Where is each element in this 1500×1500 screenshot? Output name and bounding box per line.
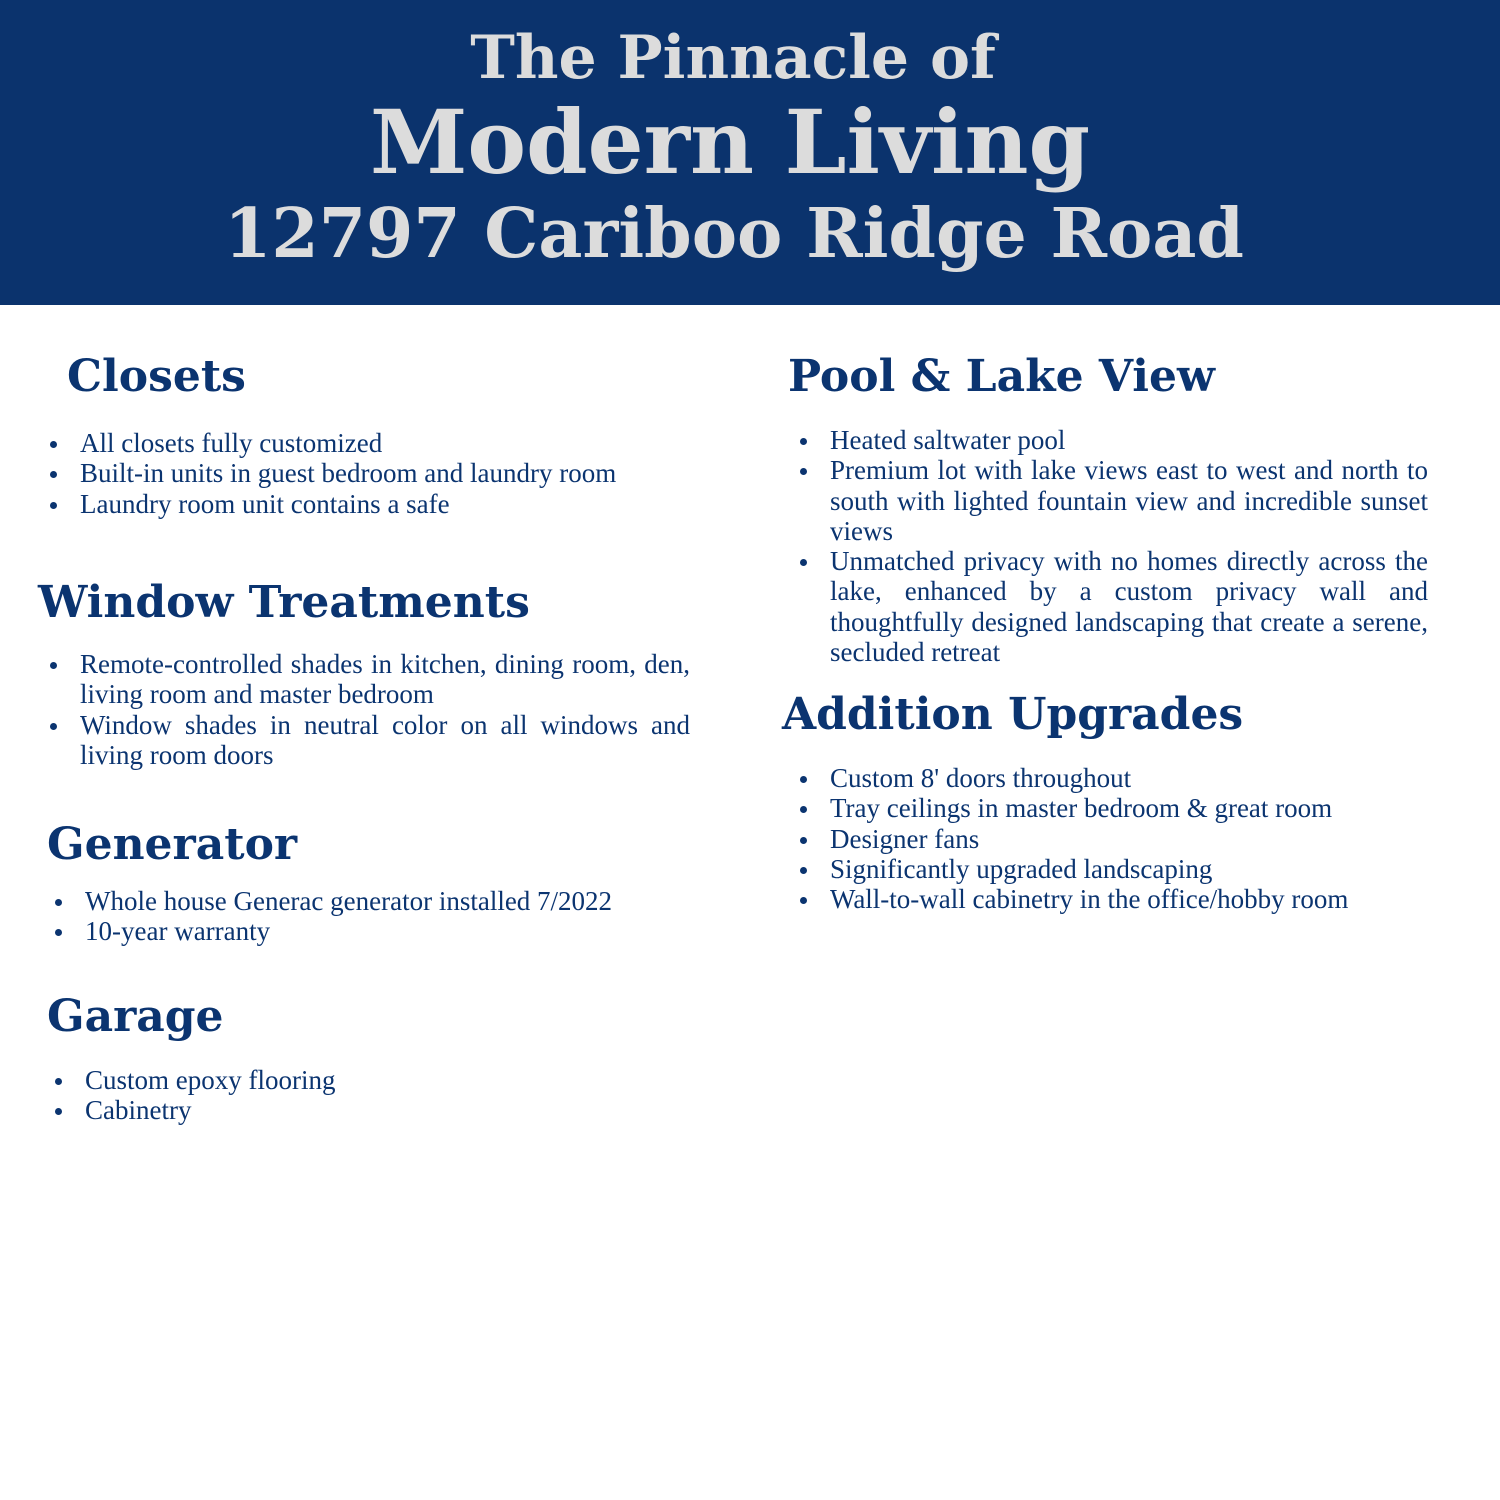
bullet-icon	[55, 1078, 62, 1085]
bullet-icon	[800, 897, 807, 904]
list-item	[80, 710, 690, 771]
header-line-2: Modern Living	[370, 90, 1090, 194]
bullet-icon	[800, 837, 807, 844]
bullet-icon	[800, 776, 807, 783]
bullet-icon	[800, 468, 807, 475]
bullet-icon	[50, 441, 57, 448]
bullet-icon	[800, 559, 807, 566]
list-item-text: Built-in units in guest bedroom and laundry room	[80, 458, 617, 489]
list-item	[80, 428, 695, 458]
list-item-text: All closets fully customized	[80, 428, 383, 458]
pool-lake-title: Pool & Lake View	[788, 351, 1215, 402]
closets-list	[80, 428, 695, 519]
bullet-icon	[50, 662, 57, 669]
bullet-icon	[50, 471, 57, 478]
upgrades-list	[830, 763, 1450, 914]
bullet-icon	[55, 929, 62, 936]
closets-title: Closets	[67, 351, 246, 402]
list-item	[80, 489, 695, 519]
header-address: 12797 Cariboo Ridge Road	[224, 194, 1244, 274]
list-item-text: Significantly upgraded landscaping	[830, 853, 1213, 884]
bullet-icon	[50, 502, 57, 509]
list-item	[830, 763, 1450, 793]
list-item-text: Tray ceilings in master bedroom & great room	[830, 793, 1333, 824]
list-item	[830, 854, 1450, 884]
list-item-text: Custom epoxy flooring	[85, 1065, 336, 1095]
list-item	[80, 649, 690, 710]
garage-title: Garage	[47, 991, 224, 1042]
bullet-icon	[800, 438, 807, 445]
list-item	[830, 793, 1450, 823]
garage-list	[85, 1065, 700, 1126]
bullet-icon	[50, 723, 57, 730]
list-item	[85, 916, 700, 946]
header-banner	[0, 0, 1500, 305]
bullet-icon	[55, 1108, 62, 1115]
list-item	[85, 1065, 700, 1095]
generator-title: Generator	[47, 819, 298, 870]
bullet-icon	[55, 899, 62, 906]
pool-lake-list	[830, 425, 1428, 667]
list-item	[830, 824, 1450, 854]
list-item	[80, 458, 695, 488]
list-item-text: Remote-controlled shades in kitchen, dining room, den, living room and master bedroom	[80, 649, 690, 710]
list-item-text: Designer fans	[830, 823, 980, 854]
list-item	[830, 546, 1428, 667]
list-item	[85, 1095, 700, 1125]
list-item-text: Heated saltwater pool	[830, 425, 1066, 455]
list-item	[85, 886, 700, 916]
list-item	[830, 455, 1428, 546]
list-item-text: Wall-to-wall cabinetry in the office/hobby room	[830, 884, 1349, 915]
list-item-text: Unmatched privacy with no homes directly across the lake, enhanced by a custom privacy wall and thoughtfully designed landscaping that create a serene, secluded retreat	[830, 546, 1428, 668]
list-item-text: Cabinetry	[85, 1095, 192, 1126]
list-item-text: Custom 8' doors throughout	[830, 763, 1132, 793]
upgrades-title: Addition Upgrades	[782, 689, 1244, 740]
list-item	[830, 884, 1450, 914]
list-item-text: Whole house Generac generator installed 7/2022	[85, 886, 613, 916]
list-item-text: Window shades in neutral color on all windows and living room doors	[80, 709, 690, 770]
list-item	[830, 425, 1428, 455]
list-item-text: Laundry room unit contains a safe	[80, 488, 450, 519]
list-item-text: Premium lot with lake views east to west and north to south with lighted fountain view and incredible sunset views	[830, 455, 1428, 546]
bullet-icon	[800, 867, 807, 874]
bullet-icon	[800, 806, 807, 813]
window-treatments-title: Window Treatments	[38, 577, 530, 628]
list-item-text: 10-year warranty	[85, 916, 271, 947]
generator-list	[85, 886, 700, 947]
window-treatments-list	[80, 649, 690, 770]
header-line-1: The Pinnacle of	[470, 23, 996, 93]
